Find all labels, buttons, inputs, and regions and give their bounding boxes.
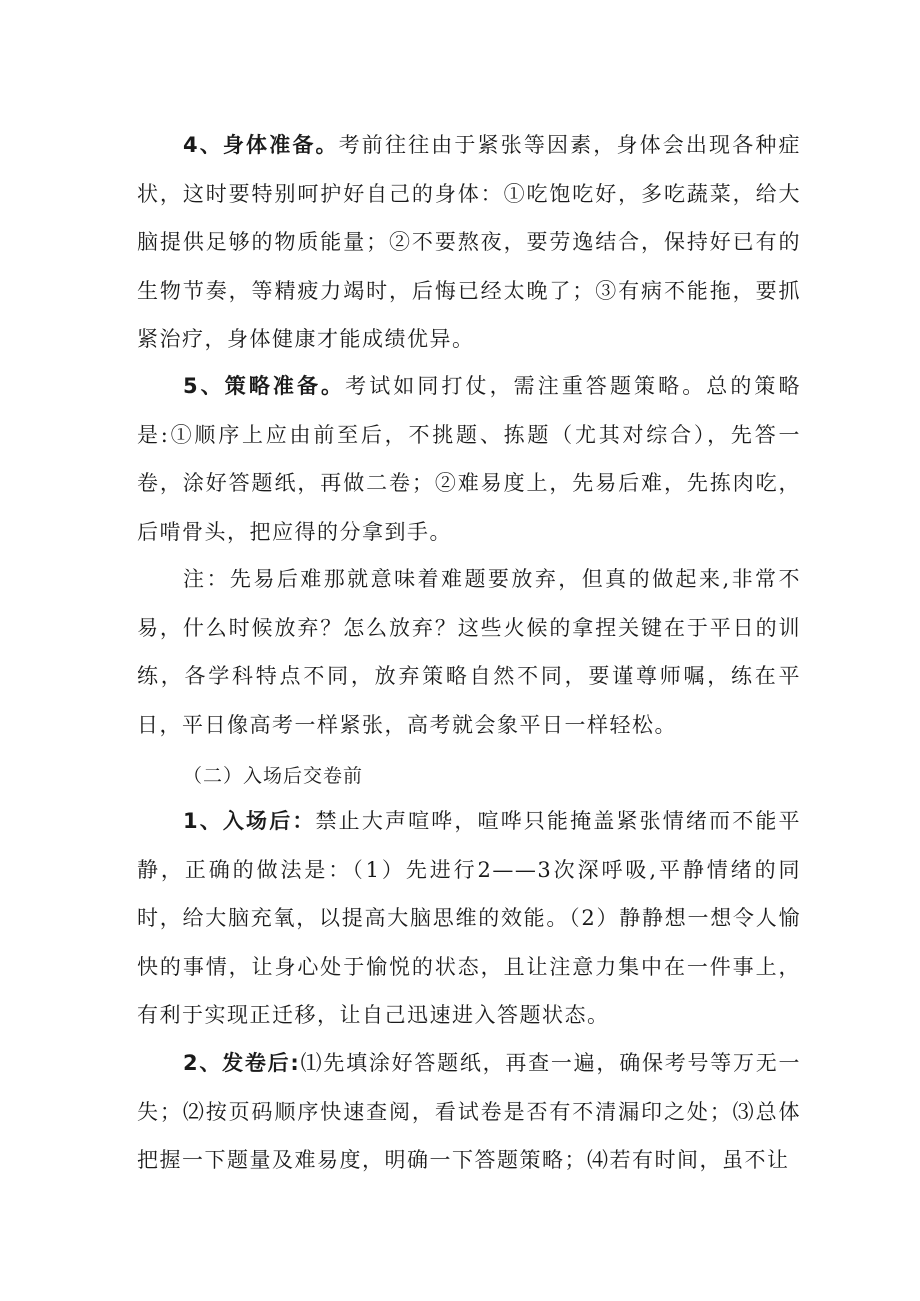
item-1-text: 禁止大声喧哗，喧哗只能掩盖紧张情绪而不能平静，正确的做法是：（1）先进行2——3次深呼吸,平静情绪的同时，给大脑充氧，以提高大脑思维的效能。（2）静静想一想令人愉快的事情，让身心处于愉悦的状态，且让注意力集中在一件事上，有利于实现正迁移，让自己迅速进入答题状态。 [137, 809, 801, 1027]
paragraph-after-entering [137, 797, 801, 1040]
note-text: 注：先易后难那就意味着难题要放弃，但真的做起来,非常不易，什么时候放弃？怎么放弃？这些火候的拿捏关键在于平日的训练，各学科特点不同，放弃策略自然不同，要谨尊师嘱，练在平日，平日像高考一样紧张，高考就会象平日一样轻松。 [137, 567, 801, 737]
item-2-heading: 2、发卷后: [183, 1051, 301, 1075]
paragraph-after-papers-issued [137, 1039, 801, 1185]
paragraph-strategy-preparation [137, 362, 801, 556]
item-1-heading: 1、入场后： [183, 809, 316, 833]
item-2-text: ⑴先填涂好答题纸，再查一遍，确保考号等万无一失；⑵按页码顺序快速查阅，看试卷是否有不清漏印之处；⑶总体把握一下题量及难易度，明确一下答题策略；⑷若有时间，虽不让 [137, 1051, 802, 1172]
subheading-after-entering: （二）入场后交卷前 [183, 765, 364, 787]
section-4-text: 考前往往由于紧张等因素，身体会出现各种症状，这时要特别呵护好自己的身体：①吃饱吃好，多吃蔬菜，给大脑提供足够的物质能量；②不要熬夜，要劳逸结合，保持好已有的生物节奏，等精疲力竭时，后悔已经太晚了；③有病不能拖，要抓紧治疗，身体健康才能成绩优异。 [137, 133, 801, 351]
paragraph-body-preparation [137, 121, 801, 364]
section-4-heading: 4、身体准备。 [183, 133, 339, 157]
paragraph-note [137, 555, 801, 749]
section-5-heading: 5、策略准备。 [183, 374, 346, 398]
section-5-text: 考试如同打仗，需注重答题策略。总的策略是:①顺序上应由前至后，不挑题、拣题（尤其对综合），先答一卷，涂好答题纸，再做二卷；②难易度上，先易后难，先拣肉吃，后啃骨头，把应得的分拿到手。 [137, 374, 801, 544]
